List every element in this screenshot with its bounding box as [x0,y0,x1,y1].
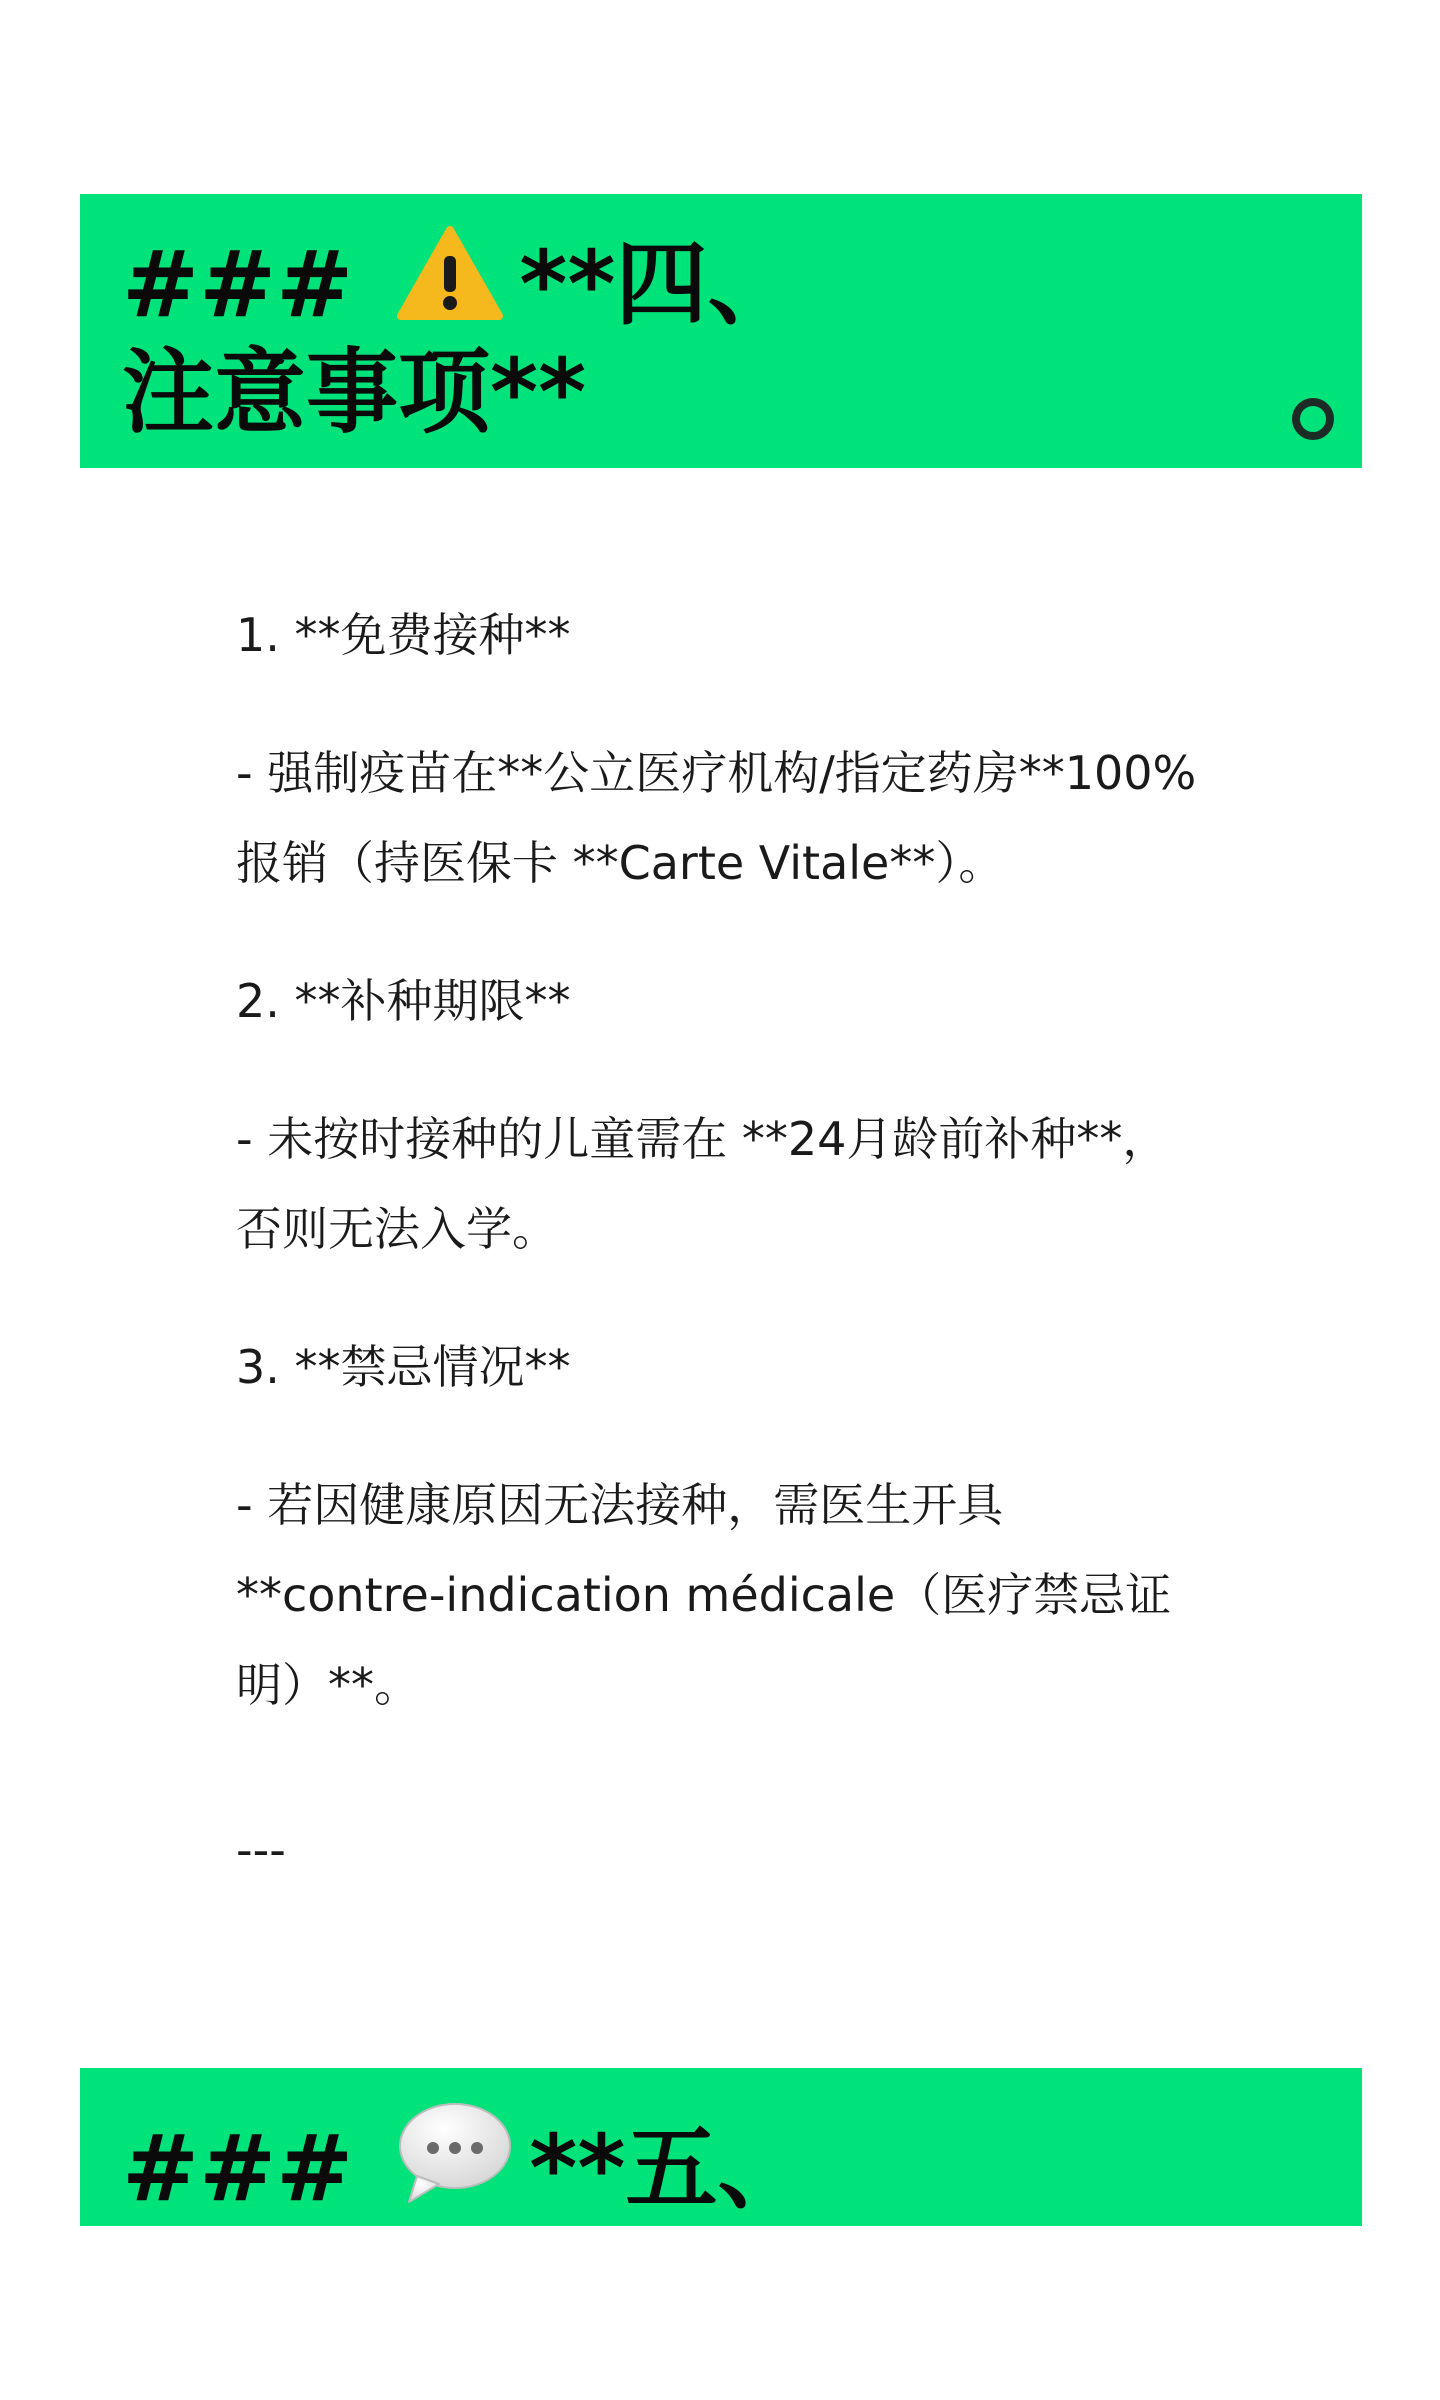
item-1-body-line-1: - 强制疫苗在**公立医疗机构/指定药房**100% [236,746,1197,800]
item-1-body-line-2: 报销（持医保卡 **Carte Vitale**）。 [236,836,1005,890]
divider: --- [236,1823,286,1877]
item-3-heading: 3. **禁忌情况** [236,1340,571,1394]
section-4-title-suffix: **四、 [519,231,800,338]
item-1-heading: 1. **免费接种** [236,608,571,662]
section-4-banner [80,194,1362,468]
section-4-title-line1 [122,231,800,338]
item-2-heading: 2. **补种期限** [236,974,571,1028]
warning-icon [395,224,505,343]
section-4-title [122,224,800,446]
item-3-body-line-2: **contre-indication médicale（医疗禁忌证 [236,1568,1172,1622]
item-3-body-line-1: - 若因健康原因无法接种，需医生开具 [236,1478,1004,1532]
item-3-body-line-3: 明）**。 [236,1658,420,1712]
section-5-title-suffix: **五、 [529,2115,810,2222]
section-5-banner [80,2068,1362,2226]
speech-bubble-icon [395,2098,515,2227]
item-2-body-line-1: - 未按时接种的儿童需在 **24月龄前补种**， [236,1112,1169,1166]
notice-list [236,590,1362,1730]
section-5-title-prefix: ### [122,2115,386,2222]
item-2-body-line-2: 否则无法入学。 [236,1202,558,1256]
section-4-title-line2: 注意事项** [122,339,587,446]
circle-icon [1292,398,1334,440]
section-5-title [122,2098,810,2227]
section-4-title-prefix: ### [122,231,386,338]
